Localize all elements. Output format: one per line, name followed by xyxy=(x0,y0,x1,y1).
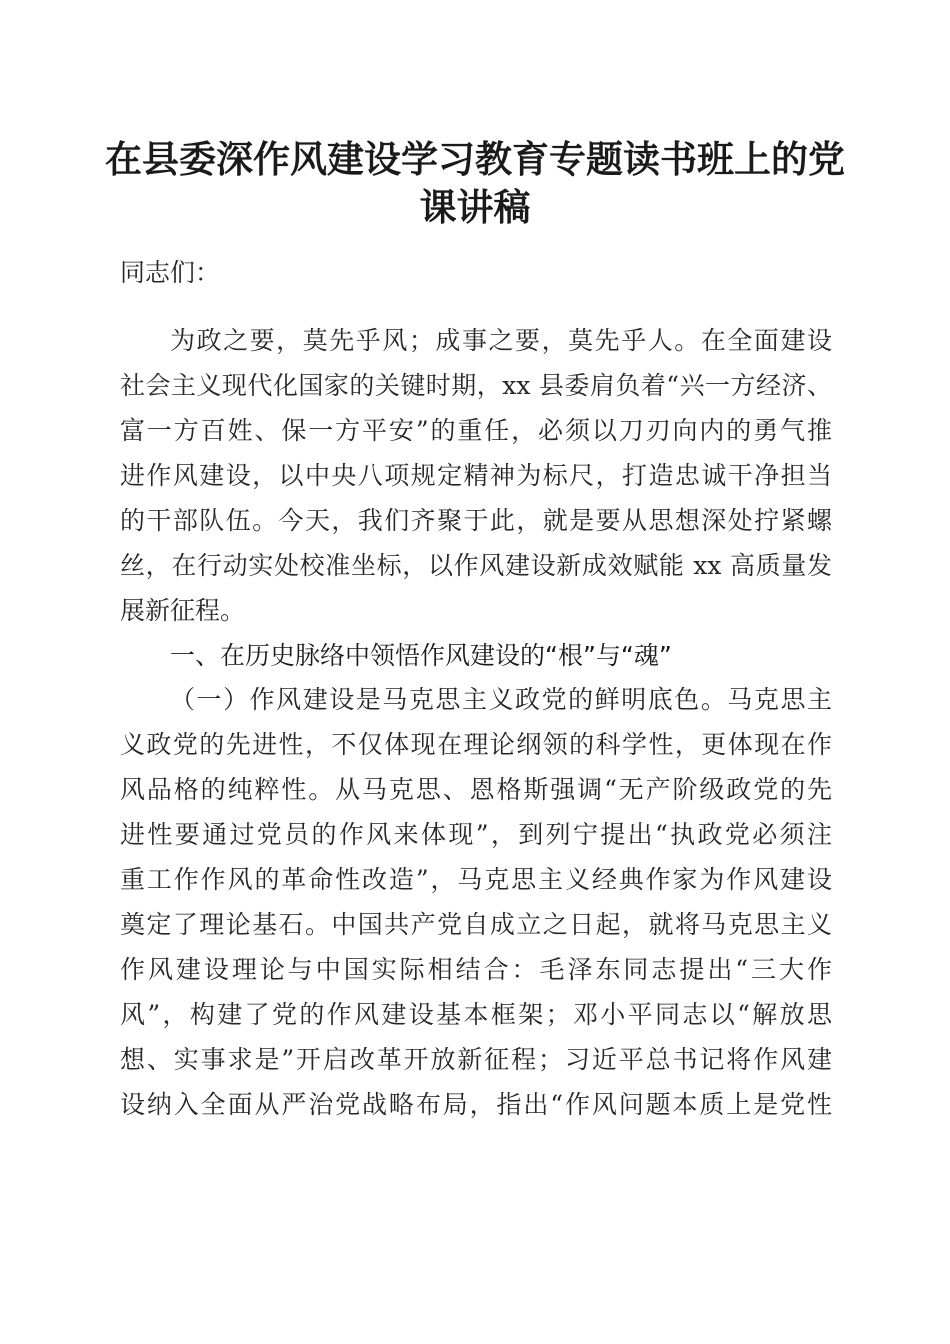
subsection-line: 义政党的先进性，不仅体现在理论纲领的科学性，更体现在作 xyxy=(120,730,832,759)
subsection-line: 进性要通过党员的作风来体现”，到列宁提出“执政党必须注 xyxy=(120,820,832,849)
document-title-line-2: 课讲稿 xyxy=(419,185,531,229)
intro-line: 富一方百姓、保一方平安”的重任，必须以刀刃向内的勇气推 xyxy=(120,416,832,445)
subsection-line: 作风建设理论与中国实际相结合：毛泽东同志提出“三大作 xyxy=(120,955,832,984)
section-1-heading: 一、在历史脉络中领悟作风建设的“根”与“魂” xyxy=(170,641,672,670)
intro-line: 展新征程。 xyxy=(120,596,246,625)
subsection-line: 风品格的纯粹性。从马克思、恩格斯强调“无产阶级政党的先 xyxy=(120,775,832,804)
intro-line: 的干部队伍。今天，我们齐聚于此，就是要从思想深处拧紧螺 xyxy=(120,506,832,535)
subsection-line: （一）作风建设是马克思主义政党的鲜明底色。马克思主 xyxy=(170,685,832,714)
intro-line: 社会主义现代化国家的关键时期，xx 县委肩负着“兴一方经济、 xyxy=(120,371,832,400)
subsection-line: 想、实事求是”开启改革开放新征程；习近平总书记将作风建 xyxy=(120,1045,832,1074)
subsection-line: 风”，构建了党的作风建设基本框架；邓小平同志以“解放思 xyxy=(120,1000,832,1029)
intro-line: 进作风建设，以中央八项规定精神为标尺，打造忠诚干净担当 xyxy=(120,461,832,490)
intro-line: 丝，在行动实处校准坐标，以作风建设新成效赋能 xx 高质量发 xyxy=(120,551,832,580)
subsection-line: 奠定了理论基石。中国共产党自成立之日起，就将马克思主义 xyxy=(120,910,832,939)
intro-line: 为政之要，莫先乎风；成事之要，莫先乎人。在全面建设 xyxy=(170,326,832,355)
greeting: 同志们： xyxy=(120,258,221,287)
document-title-line-1: 在县委深作风建设学习教育专题读书班上的党 xyxy=(105,137,845,181)
subsection-line: 重工作作风的革命性改造”，马克思主义经典作家为作风建设 xyxy=(120,865,832,894)
subsection-line: 设纳入全面从严治党战略布局，指出“作风问题本质上是党性 xyxy=(120,1090,832,1119)
